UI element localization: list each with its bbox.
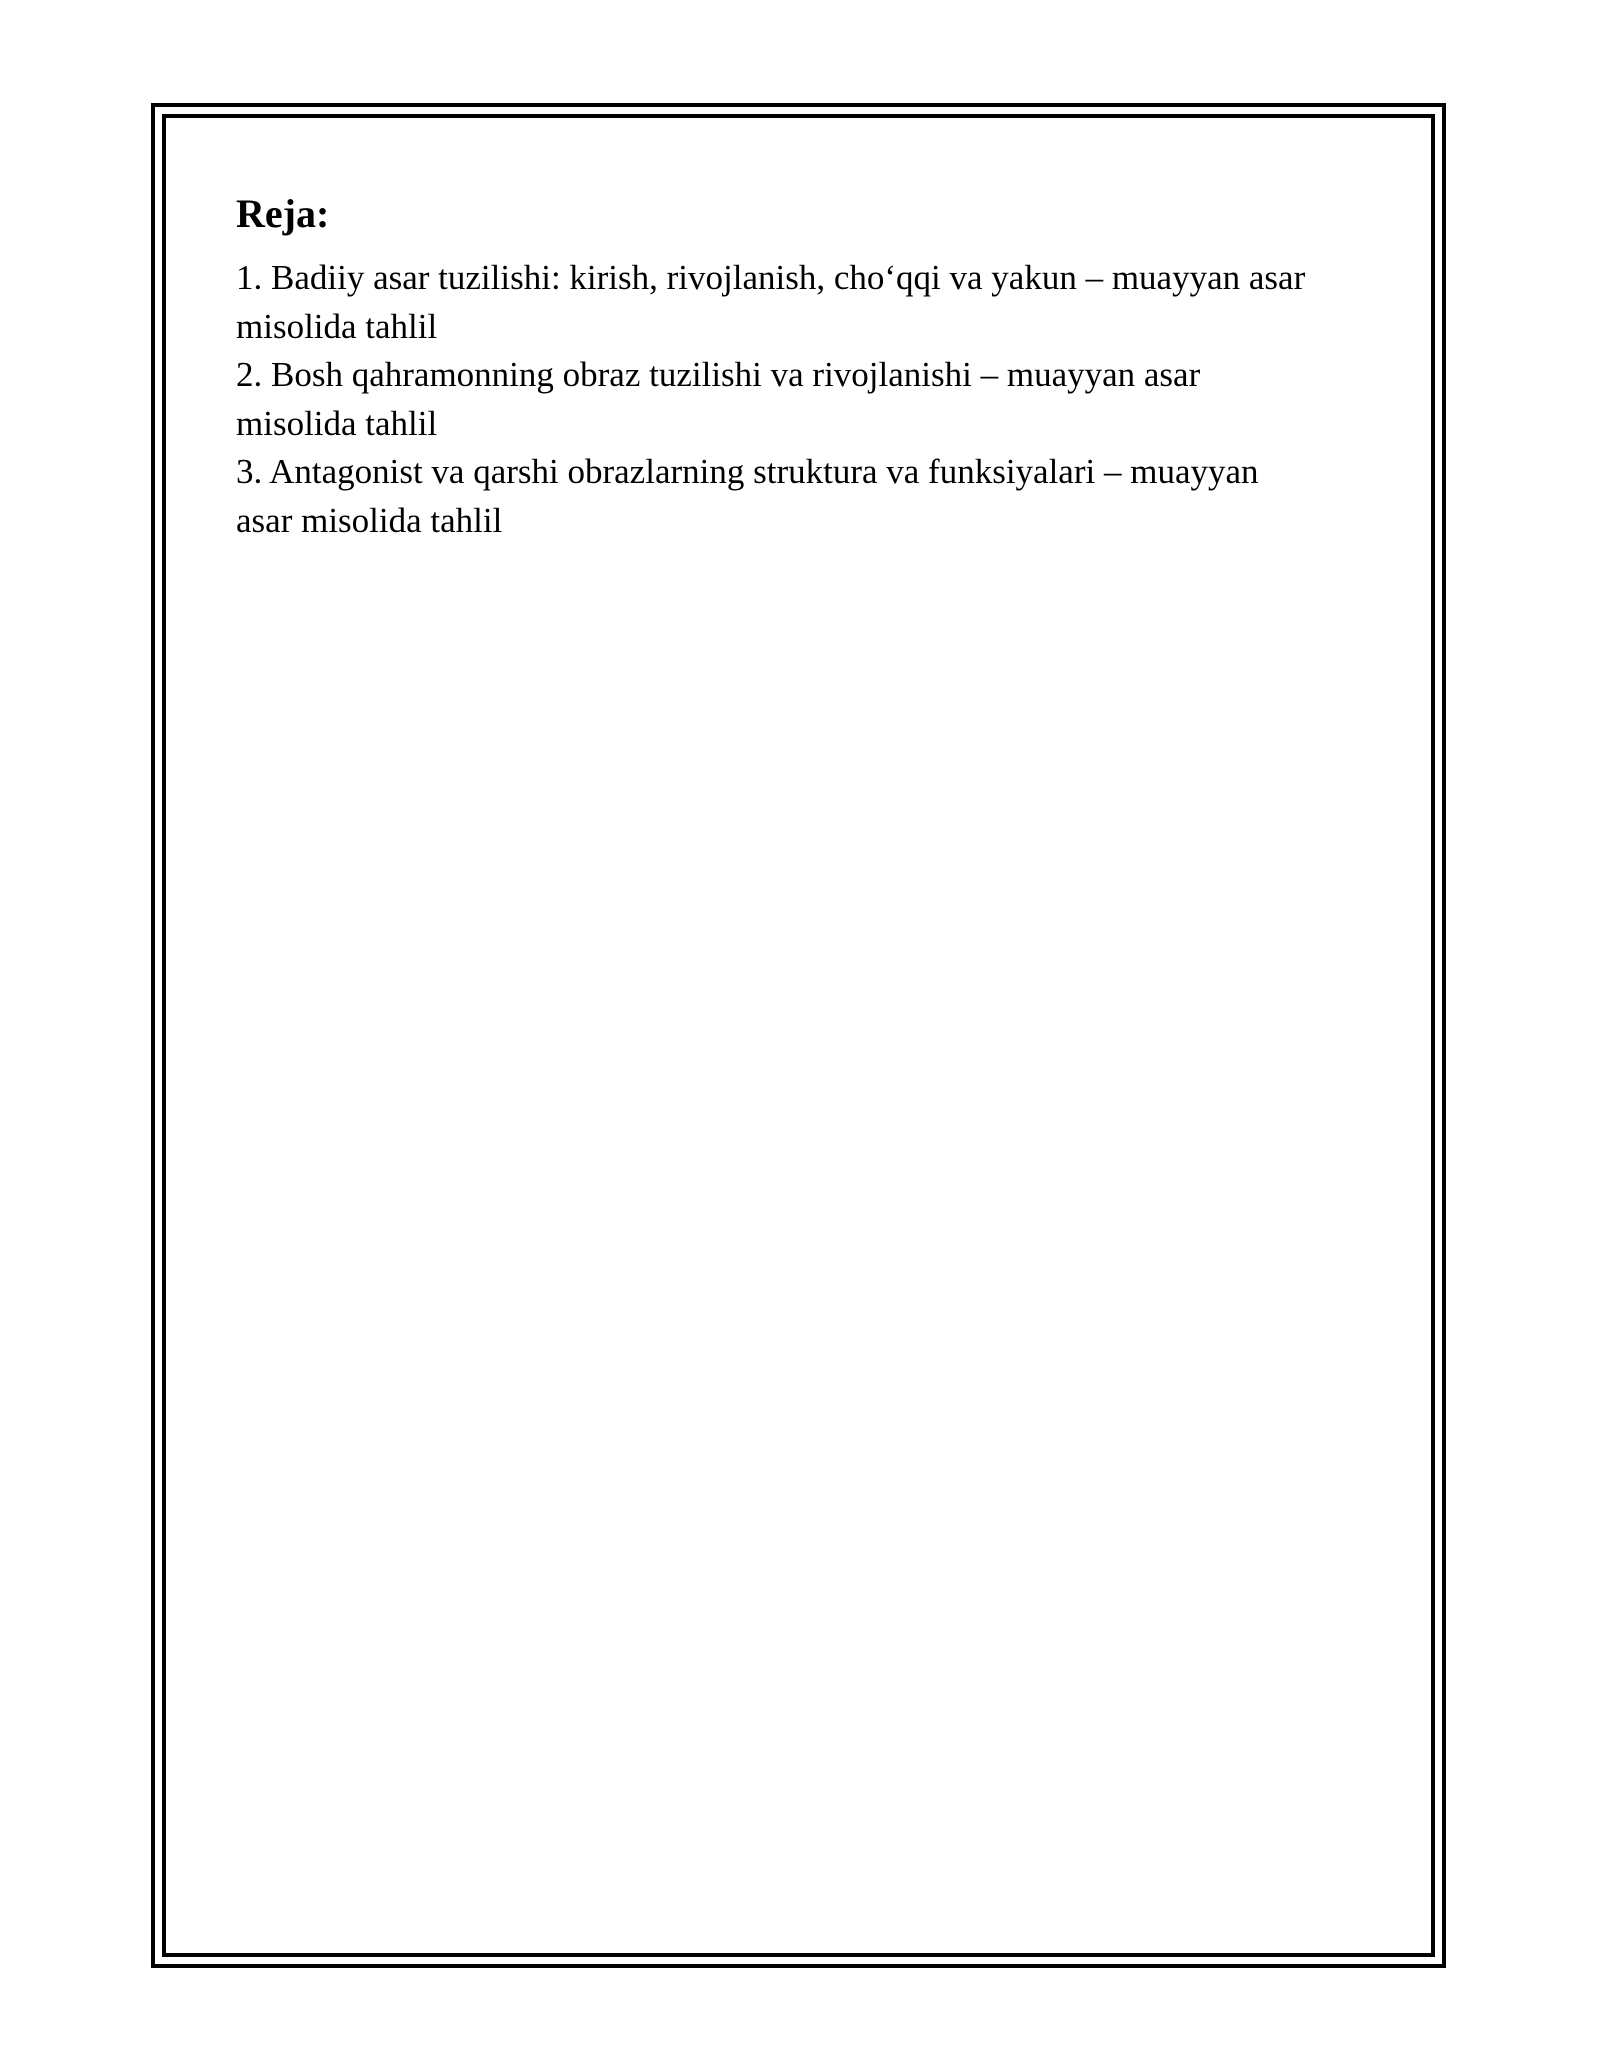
plan-item-2 [236,351,1366,448]
plan-item-1-line-1: 1. Badiiy asar tuzilishi: kirish, rivojlanish, cho‘qqi va yakun – muayyan asar [236,258,1306,297]
plan-item-2-line-1: 2. Bosh qahramonning obraz tuzilishi va rivojlanishi – muayyan asar [236,355,1201,394]
plan-item-3 [236,448,1366,545]
plan-item-3-line-2: asar misolida tahlil [236,500,503,540]
plan-list [236,254,1366,545]
plan-item-1-line-2: misolida tahlil [236,306,438,346]
plan-item-2-line-2: misolida tahlil [236,403,438,443]
plan-item-3-line-1: 3. Antagonist va qarshi obrazlarning struktura va funksiyalari – muayyan [236,452,1259,491]
plan-item-1 [236,254,1366,351]
plan-heading: Reja: [236,191,330,236]
page-content [236,186,1366,545]
